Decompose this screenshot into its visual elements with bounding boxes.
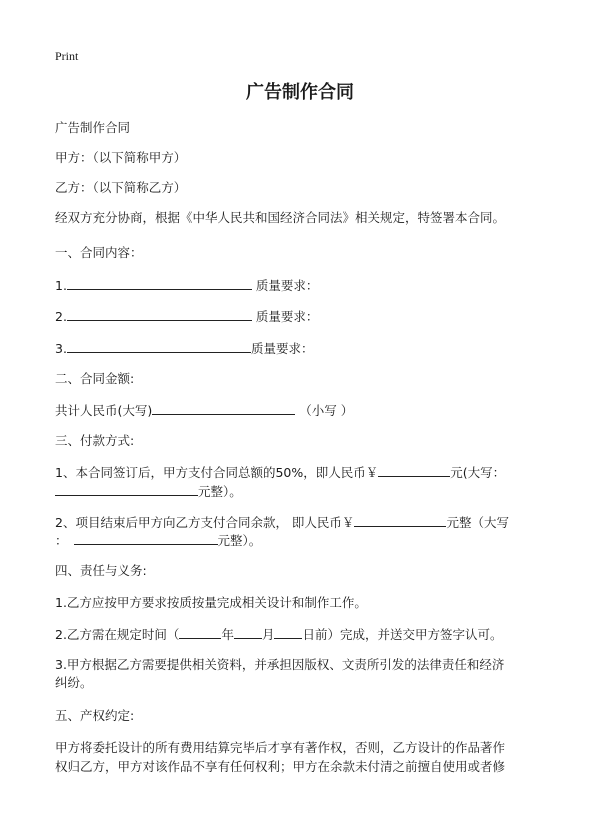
duty-2 (55, 625, 502, 644)
party-b: 乙方：（以下简称乙方） (55, 180, 187, 195)
blank-field[interactable] (67, 276, 252, 290)
text: 年 (221, 627, 234, 642)
content-item-3 (55, 339, 313, 358)
item-num: 3. (55, 341, 67, 356)
section-2-heading: 二、合同金额: (55, 371, 135, 386)
payment-2-cont (55, 531, 261, 550)
item-label: 质量要求： (251, 278, 319, 293)
blank-field[interactable] (354, 513, 446, 527)
intro: 经双方充分协商，根据《中华人民共和国经济合同法》相关规定，特签署本合同。 (55, 210, 506, 225)
section-5-heading: 五、产权约定: (55, 708, 135, 723)
ip-para-line-2: 权归乙方，甲方对该作品不享有任何权利；甲方在余款未付清之前擅自使用或者修 (55, 759, 506, 774)
item-label: 质量要求： (251, 309, 319, 324)
year-field[interactable] (179, 625, 221, 639)
payment-1 (55, 463, 505, 482)
text: ： (55, 533, 68, 548)
section-1-heading: 一、合同内容： (55, 245, 143, 260)
amount-line (55, 401, 353, 420)
section-4-heading: 四、责任与义务: (55, 563, 147, 578)
section-3-heading: 三、付款方式: (55, 433, 135, 448)
text: 月 (261, 627, 275, 642)
blank-field[interactable] (378, 463, 450, 477)
blank-field[interactable] (152, 401, 295, 415)
text: 元整）。 (217, 533, 262, 548)
party-a: 甲方：（以下简称甲方） (55, 150, 187, 165)
amount-prefix: 共计人民币(大写) (55, 403, 153, 418)
text: 1、本合同签订后，甲方支付合同总额的50%，即人民币￥ (55, 465, 379, 480)
page-title: 广告制作合同 (246, 82, 354, 103)
blank-field[interactable] (55, 482, 198, 496)
month-field[interactable] (234, 625, 262, 639)
text: 2.乙方需在规定时间（ (55, 627, 180, 642)
content-item-2 (55, 307, 318, 326)
item-num: 2. (55, 309, 67, 324)
text: 元(大写： (450, 465, 506, 480)
text: 元整）。 (198, 484, 242, 499)
day-field[interactable] (274, 625, 302, 639)
duty-3-cont: 纠纷。 (55, 675, 93, 690)
ip-para-line-1: 甲方将委托设计的所有费用结算完毕后才享有著作权，否则，乙方设计的作品著作 (55, 740, 506, 755)
blank-field[interactable] (67, 339, 251, 353)
text: 日前）完成，并送交甲方签字认可。 (302, 627, 503, 642)
payment-1-cont (55, 482, 242, 501)
print-link[interactable]: Print (55, 49, 79, 63)
payment-2 (55, 513, 509, 532)
content-item-1 (55, 276, 318, 295)
blank-field[interactable] (67, 307, 252, 321)
item-num: 1. (55, 278, 67, 293)
item-label: 质量要求： (250, 341, 314, 356)
duty-1: 1.乙方应按甲方要求按质按量完成相关设计和制作工作。 (55, 595, 367, 610)
duty-3: 3.甲方根据乙方需要提供相关资料，并承担因版权、文责所引发的法律责任和经济 (55, 657, 505, 672)
subtitle: 广告制作合同 (55, 120, 131, 135)
amount-suffix: （小写 ） (299, 403, 354, 418)
text: 元整（大写 (446, 515, 509, 530)
text: 2、项目结束后甲方向乙方支付合同余款， 即人民币￥ (55, 515, 355, 530)
blank-field[interactable] (74, 531, 218, 545)
